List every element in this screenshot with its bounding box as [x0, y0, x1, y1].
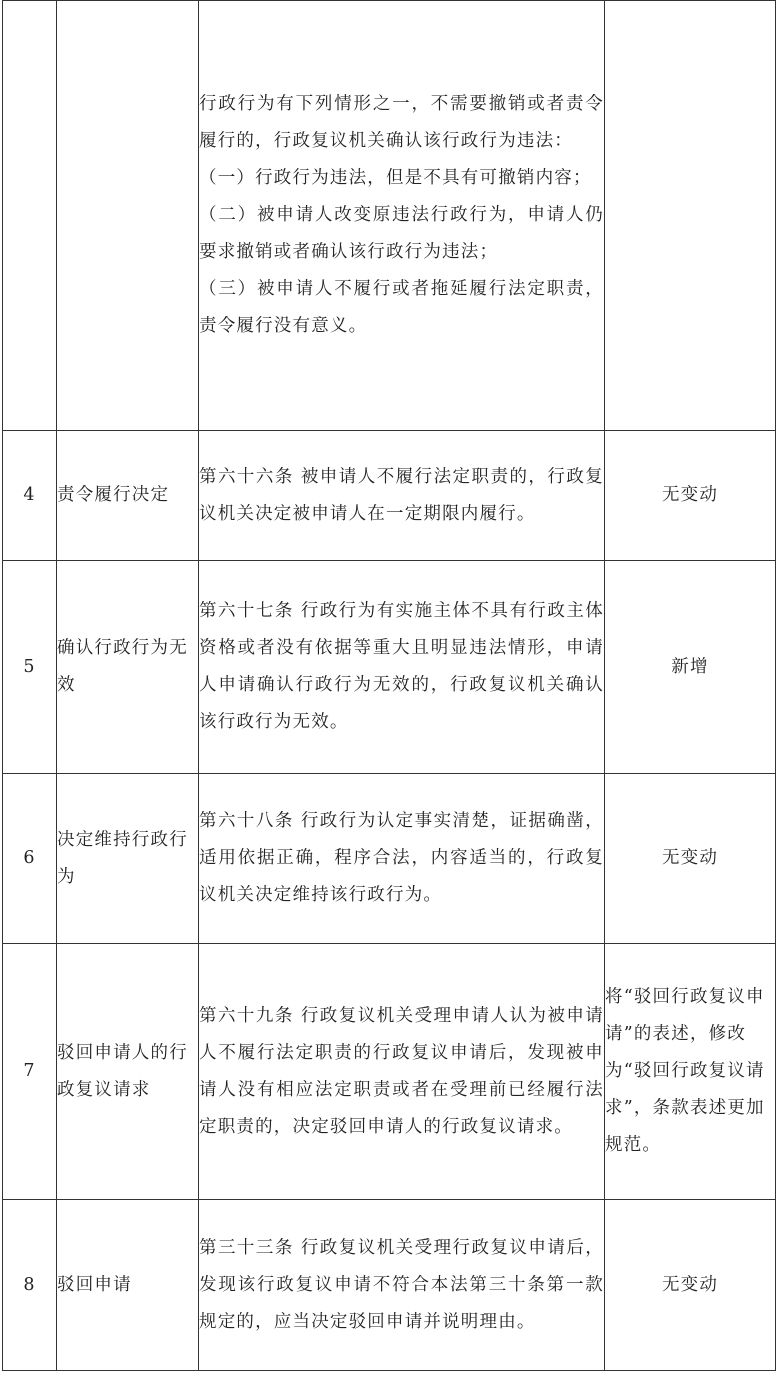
row-number [3, 1, 57, 431]
article-paragraph: （一）行政行为违法，但是不具有可撤销内容； [199, 168, 592, 188]
article-paragraph: 行政行为有下列情形之一，不需要撤销或者责令履行的，行政复议机关确认该行政行为违法： [199, 94, 604, 151]
row-topic: 驳回申请 [57, 1200, 199, 1371]
row-article-text [199, 944, 605, 1200]
article-paragraph: （二）被申请人改变原违法行政行为，申请人仍要求撤销或者确认该行政行为违法； [199, 205, 604, 262]
row-number: 8 [3, 1200, 57, 1371]
article-paragraph: 第六十七条 行政行为有实施主体不具有行政主体资格或者没有依据等重大且明显违法情形，申请人申请确认行政行为无效的，行政复议机关确认该行政行为无效。 [199, 601, 604, 732]
table-row [3, 774, 776, 944]
table-row [3, 1, 776, 431]
row-topic: 决定维持行政行为 [57, 774, 199, 944]
row-topic [57, 1, 199, 431]
row-article-text [199, 774, 605, 944]
article-paragraph: 第六十九条 行政复议机关受理申请人认为被申请人不履行法定职责的行政复议申请后，发现被申请人没有相应法定职责或者在受理前已经履行法定职责的，决定驳回申请人的行政复议请求。 [199, 1005, 604, 1137]
row-article-text [199, 561, 605, 774]
row-change-note: 新增 [605, 561, 776, 774]
row-article-text [199, 1, 605, 431]
article-paragraph: （三）被申请人不履行或者拖延履行法定职责，责令履行没有意义。 [199, 279, 604, 336]
row-change-note: 无变动 [605, 774, 776, 944]
row-change-note: 将“驳回行政复议申请”的表述，修改为“驳回行政复议请求”，条款表述更加规范。 [605, 944, 776, 1200]
table-row [3, 561, 776, 774]
table-row [3, 1200, 776, 1371]
row-topic: 确认行政行为无效 [57, 561, 199, 774]
row-number: 4 [3, 431, 57, 561]
table-row [3, 944, 776, 1200]
article-paragraph: 第六十八条 行政行为认定事实清楚，证据确凿，适用依据正确，程序合法，内容适当的，行政复议机关决定维持该行政行为。 [199, 811, 604, 905]
article-paragraph: 第三十三条 行政复议机关受理行政复议申请后，发现该行政复议申请不符合本法第三十条第一款规定的，应当决定驳回申请并说明理由。 [199, 1237, 604, 1332]
row-number: 7 [3, 944, 57, 1200]
row-number: 5 [3, 561, 57, 774]
row-change-note: 无变动 [605, 431, 776, 561]
row-number: 6 [3, 774, 57, 944]
table-row [3, 431, 776, 561]
row-topic: 责令履行决定 [57, 431, 199, 561]
row-change-note: 无变动 [605, 1200, 776, 1371]
article-paragraph: 第六十六条 被申请人不履行法定职责的，行政复议机关决定被申请人在一定期限内履行。 [199, 466, 604, 524]
row-article-text [199, 1200, 605, 1371]
row-topic: 驳回申请人的行政复议请求 [57, 944, 199, 1200]
row-article-text [199, 431, 605, 561]
row-change-note [605, 1, 776, 431]
comparison-table [2, 0, 776, 1371]
